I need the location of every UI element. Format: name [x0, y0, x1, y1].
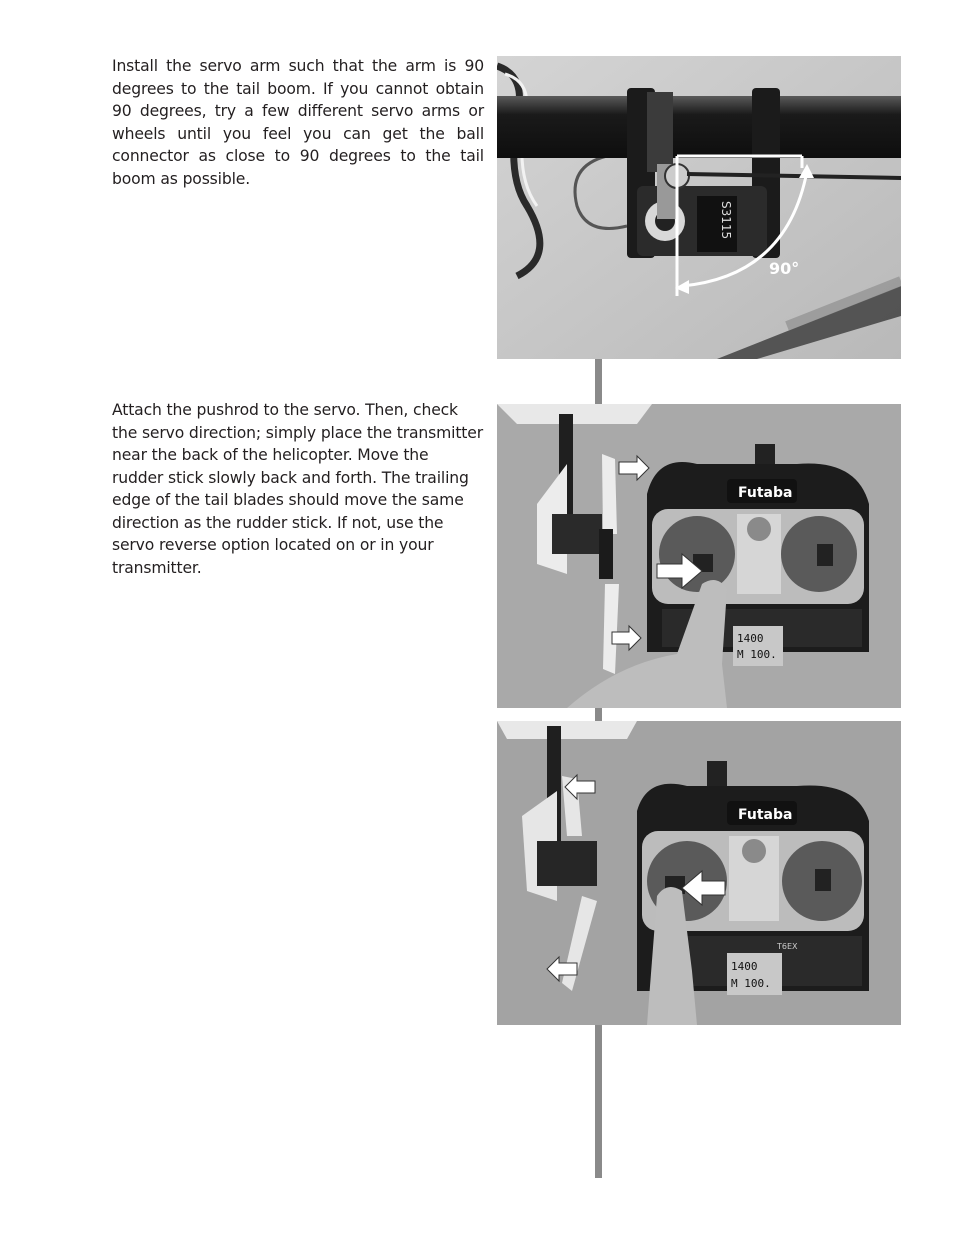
lcd-bottom: M 100.: [737, 648, 777, 661]
divider-line: [595, 708, 602, 721]
servo-arm-photo: [497, 56, 901, 359]
instruction-pushrod-direction: Attach the pushrod to the servo. Then, check the servo direction; simply place the transmitter near the back of the helicopter. Move the rudder stick slowly back and forth. The trailing edge of the tail blades should move the same direction as the rudder stick. If not, use the servo reverse option located on or in your transmitter.: [112, 401, 483, 577]
servo-model-label: S3115: [719, 201, 733, 240]
brand-label: Futaba: [738, 485, 793, 501]
lcd-top: 1400: [737, 632, 764, 645]
lcd-bottom: M 100.: [731, 977, 771, 990]
transmitter-left-photo: [497, 721, 901, 1025]
lcd-top: 1400: [731, 960, 758, 973]
model-label: T6EX: [777, 942, 798, 951]
brand-label: Futaba: [738, 807, 793, 823]
divider-line: [595, 1025, 602, 1178]
divider-line: [595, 359, 602, 404]
angle-label: 90°: [769, 259, 800, 278]
instruction-servo-arm: Install the servo arm such that the arm is 90 degrees to the tail boom. If you cannot obtain 90 degrees, try a few different servo arms or wheels until you feel you can get the ball connector as close to 90 degrees to the tail boom as possible.: [112, 57, 484, 188]
transmitter-right-photo: [497, 404, 901, 708]
